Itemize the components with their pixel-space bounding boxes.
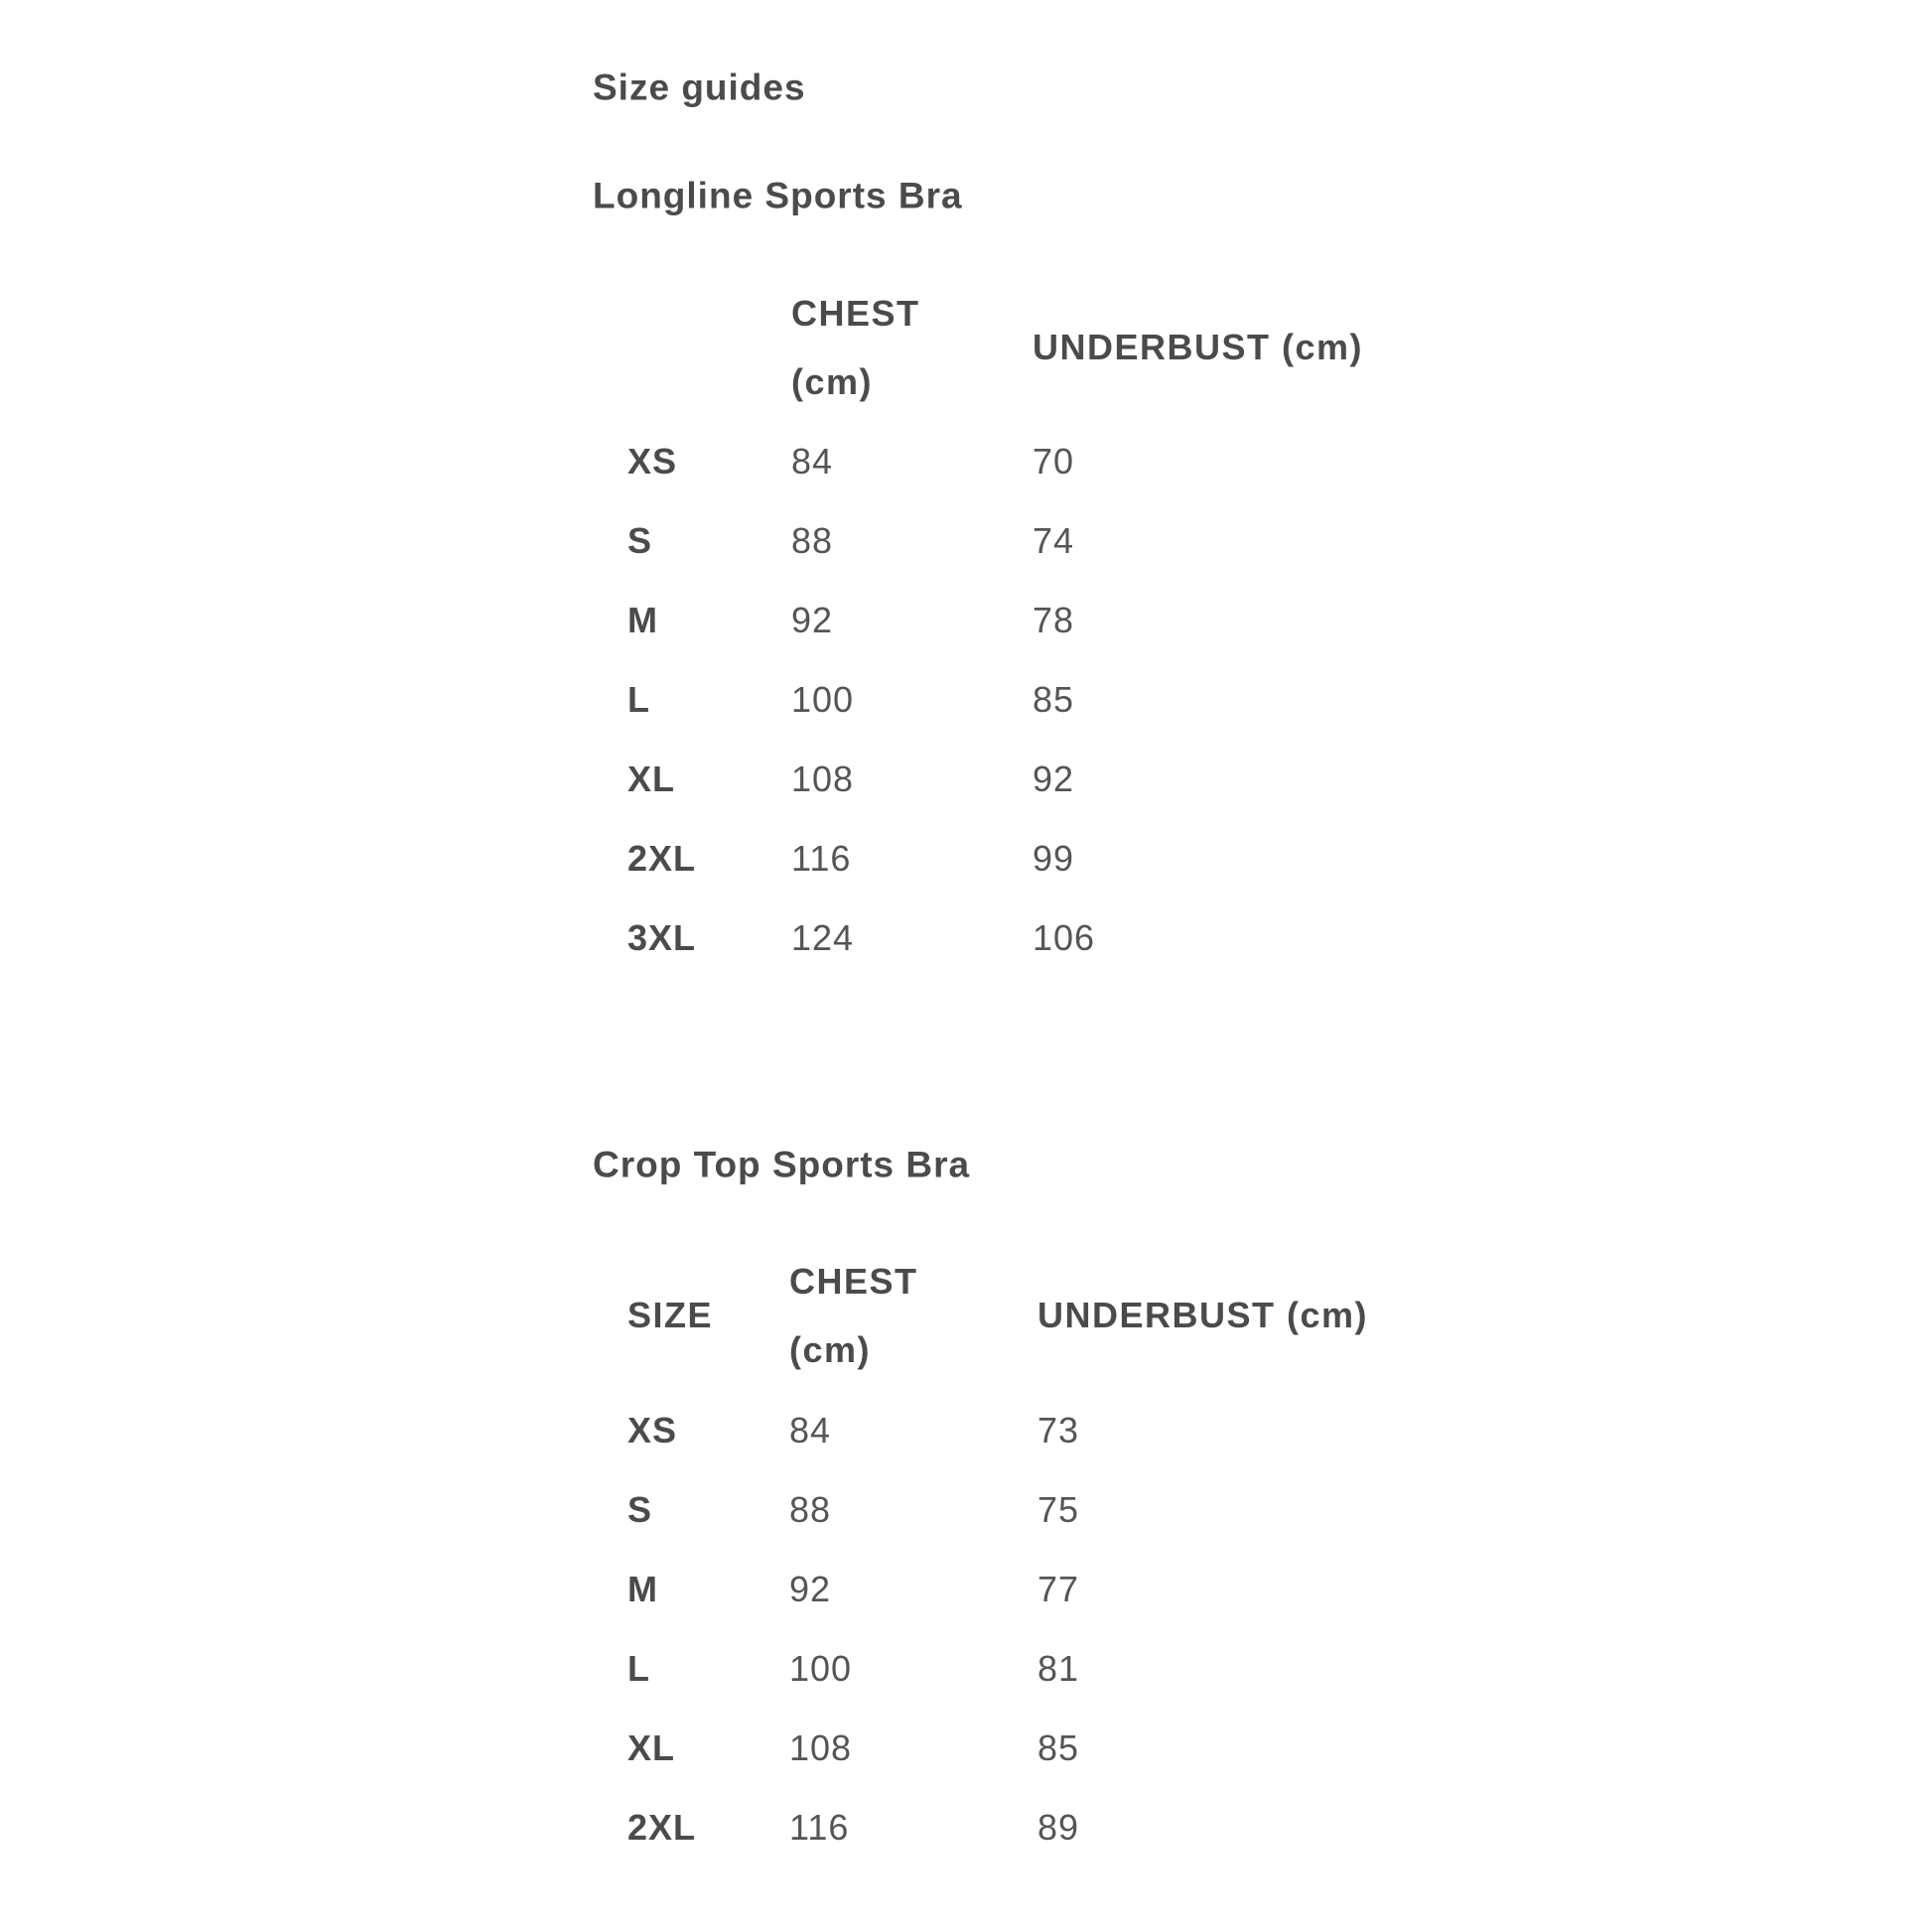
row-chest: 108 (789, 1727, 853, 1768)
header-chest-unit: (cm) (791, 361, 874, 402)
row-underbust: 89 (1037, 1807, 1080, 1848)
row-size: 2XL (627, 838, 697, 879)
row-size: S (627, 1489, 653, 1530)
row-size: XL (627, 759, 676, 799)
row-underbust: 70 (1033, 441, 1075, 482)
table-title: Crop Top Sports Bra (593, 1144, 971, 1185)
header-chest: CHEST (791, 293, 920, 334)
row-size: 2XL (627, 1807, 697, 1848)
row-chest: 88 (791, 520, 834, 561)
row-underbust: 99 (1033, 838, 1075, 879)
row-chest: 92 (791, 600, 834, 640)
row-size: 3XL (627, 917, 697, 958)
row-chest: 116 (791, 838, 852, 879)
table-title: Longline Sports Bra (593, 175, 963, 216)
row-chest: 124 (791, 917, 855, 958)
row-size: XL (627, 1727, 676, 1768)
row-underbust: 85 (1033, 679, 1075, 720)
row-chest: 84 (791, 441, 834, 482)
header-underbust: UNDERBUST (cm) (1033, 327, 1364, 367)
row-size: L (627, 679, 650, 720)
row-size: XS (627, 1410, 678, 1450)
row-underbust: 106 (1033, 917, 1096, 958)
page-title: Size guides (593, 67, 806, 108)
row-chest: 92 (789, 1569, 832, 1609)
row-size: S (627, 520, 653, 561)
row-underbust: 75 (1037, 1489, 1080, 1530)
row-chest: 100 (791, 679, 855, 720)
header-underbust: UNDERBUST (cm) (1037, 1295, 1369, 1335)
row-underbust: 81 (1037, 1648, 1080, 1689)
row-chest: 116 (789, 1807, 850, 1848)
row-underbust: 78 (1033, 600, 1075, 640)
header-size: SIZE (627, 1295, 714, 1335)
row-size: M (627, 600, 658, 640)
row-size: M (627, 1569, 658, 1609)
row-underbust: 77 (1037, 1569, 1080, 1609)
header-chest: CHEST (789, 1261, 918, 1302)
row-chest: 100 (789, 1648, 853, 1689)
row-size: L (627, 1648, 650, 1689)
row-chest: 84 (789, 1410, 832, 1450)
row-underbust: 85 (1037, 1727, 1080, 1768)
row-chest: 88 (789, 1489, 832, 1530)
row-underbust: 92 (1033, 759, 1075, 799)
header-chest-unit: (cm) (789, 1329, 872, 1370)
row-underbust: 73 (1037, 1410, 1080, 1450)
row-size: XS (627, 441, 678, 482)
row-chest: 108 (791, 759, 855, 799)
row-underbust: 74 (1033, 520, 1075, 561)
